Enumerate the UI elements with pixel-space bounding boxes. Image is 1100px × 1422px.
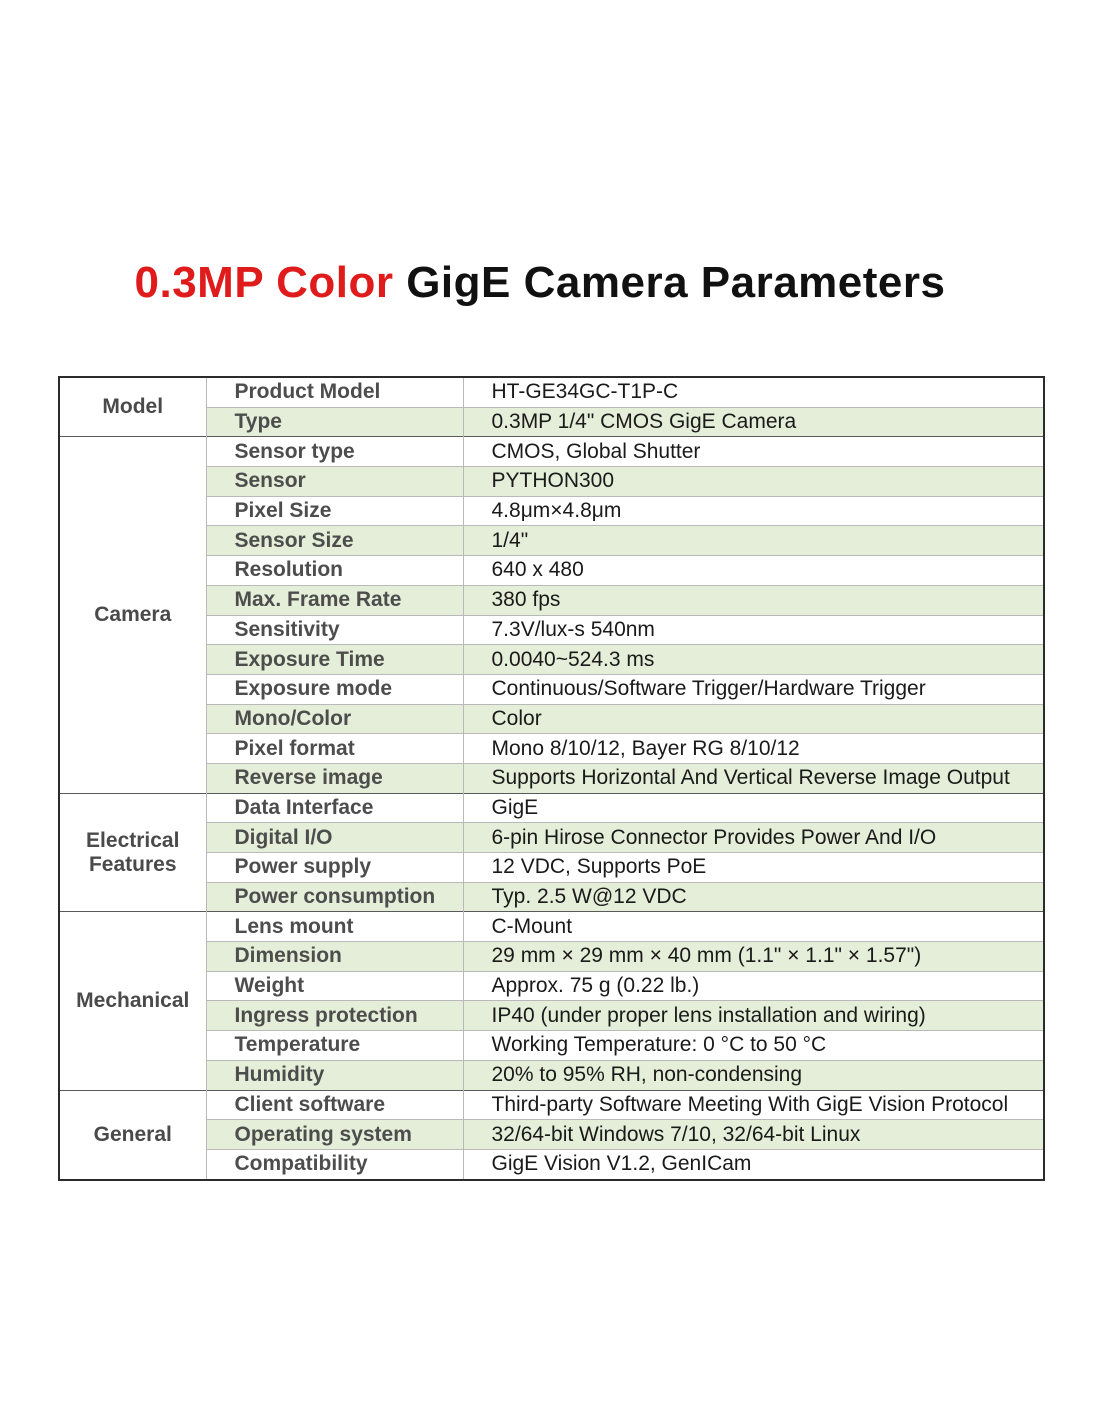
parameter-value: C-Mount bbox=[463, 912, 1044, 942]
table-row bbox=[59, 1149, 1044, 1179]
parameter-value: Supports Horizontal And Vertical Reverse Image Output bbox=[463, 763, 1044, 793]
parameter-value: 29 mm × 29 mm × 40 mm (1.1" × 1.1" × 1.57") bbox=[463, 942, 1044, 972]
title-accent: 0.3MP Color bbox=[134, 258, 394, 307]
parameter-name: Humidity bbox=[206, 1060, 463, 1090]
table-row bbox=[59, 496, 1044, 526]
table-row bbox=[59, 853, 1044, 883]
parameter-value: 6-pin Hirose Connector Provides Power And I/O bbox=[463, 823, 1044, 853]
parameter-value: 0.0040~524.3 ms bbox=[463, 645, 1044, 675]
table-row bbox=[59, 645, 1044, 675]
parameter-value: 4.8μm×4.8μm bbox=[463, 496, 1044, 526]
parameter-name: Temperature bbox=[206, 1031, 463, 1061]
parameter-value: 20% to 95% RH, non-condensing bbox=[463, 1060, 1044, 1090]
parameter-value: 0.3MP 1/4" CMOS GigE Camera bbox=[463, 407, 1044, 437]
table-row bbox=[59, 793, 1044, 823]
parameter-value: 7.3V/lux-s 540nm bbox=[463, 615, 1044, 645]
parameter-value: HT-GE34GC-T1P-C bbox=[463, 377, 1044, 407]
parameter-name: Sensor bbox=[206, 467, 463, 497]
table-row bbox=[59, 407, 1044, 437]
parameters-table-body bbox=[59, 377, 1044, 1180]
table-row bbox=[59, 526, 1044, 556]
table-row bbox=[59, 912, 1044, 942]
parameter-value: 640 x 480 bbox=[463, 556, 1044, 586]
group-label: Camera bbox=[59, 437, 206, 793]
table-row bbox=[59, 1001, 1044, 1031]
group-label: Electrical Features bbox=[59, 793, 206, 912]
parameter-name: Lens mount bbox=[206, 912, 463, 942]
title-rest: GigE Camera Parameters bbox=[393, 258, 946, 307]
page-title bbox=[0, 258, 1080, 308]
parameter-value: 32/64-bit Windows 7/10, 32/64-bit Linux bbox=[463, 1120, 1044, 1150]
parameter-name: Operating system bbox=[206, 1120, 463, 1150]
parameter-value: Third-party Software Meeting With GigE Vision Protocol bbox=[463, 1090, 1044, 1120]
table-row bbox=[59, 1090, 1044, 1120]
table-row bbox=[59, 1031, 1044, 1061]
parameter-value: 1/4" bbox=[463, 526, 1044, 556]
parameter-value: Approx. 75 g (0.22 lb.) bbox=[463, 971, 1044, 1001]
parameter-value: Mono 8/10/12, Bayer RG 8/10/12 bbox=[463, 734, 1044, 764]
parameter-name: Resolution bbox=[206, 556, 463, 586]
table-row bbox=[59, 823, 1044, 853]
table-row bbox=[59, 1060, 1044, 1090]
parameter-name: Mono/Color bbox=[206, 704, 463, 734]
group-label: Mechanical bbox=[59, 912, 206, 1090]
parameter-value: GigE Vision V1.2, GenICam bbox=[463, 1149, 1044, 1179]
parameter-value: Working Temperature: 0 °C to 50 °C bbox=[463, 1031, 1044, 1061]
parameter-name: Type bbox=[206, 407, 463, 437]
parameter-name: Weight bbox=[206, 971, 463, 1001]
table-row bbox=[59, 704, 1044, 734]
parameter-name: Sensor type bbox=[206, 437, 463, 467]
parameter-value: IP40 (under proper lens installation and wiring) bbox=[463, 1001, 1044, 1031]
table-row bbox=[59, 734, 1044, 764]
parameter-value: 12 VDC, Supports PoE bbox=[463, 853, 1044, 883]
table-row bbox=[59, 437, 1044, 467]
parameters-table bbox=[58, 376, 1045, 1181]
table-row bbox=[59, 942, 1044, 972]
table-row bbox=[59, 763, 1044, 793]
table-row bbox=[59, 1120, 1044, 1150]
parameter-name: Sensitivity bbox=[206, 615, 463, 645]
table-row bbox=[59, 615, 1044, 645]
group-label: Model bbox=[59, 377, 206, 437]
table-row bbox=[59, 556, 1044, 586]
table-row bbox=[59, 971, 1044, 1001]
table-row bbox=[59, 674, 1044, 704]
parameter-name: Compatibility bbox=[206, 1149, 463, 1179]
parameter-value: GigE bbox=[463, 793, 1044, 823]
table-row bbox=[59, 882, 1044, 912]
parameter-name: Exposure mode bbox=[206, 674, 463, 704]
parameter-name: Pixel format bbox=[206, 734, 463, 764]
table-row bbox=[59, 377, 1044, 407]
parameter-name: Max. Frame Rate bbox=[206, 585, 463, 615]
parameter-value: CMOS, Global Shutter bbox=[463, 437, 1044, 467]
table-row bbox=[59, 467, 1044, 497]
parameter-value: 380 fps bbox=[463, 585, 1044, 615]
parameter-name: Sensor Size bbox=[206, 526, 463, 556]
parameter-name: Reverse image bbox=[206, 763, 463, 793]
parameter-name: Data Interface bbox=[206, 793, 463, 823]
parameter-value: Color bbox=[463, 704, 1044, 734]
parameter-name: Power supply bbox=[206, 853, 463, 883]
parameter-name: Power consumption bbox=[206, 882, 463, 912]
group-label: General bbox=[59, 1090, 206, 1180]
parameter-value: Continuous/Software Trigger/Hardware Trigger bbox=[463, 674, 1044, 704]
parameter-name: Exposure Time bbox=[206, 645, 463, 675]
parameter-value: Typ. 2.5 W@12 VDC bbox=[463, 882, 1044, 912]
parameter-name: Pixel Size bbox=[206, 496, 463, 526]
table-row bbox=[59, 585, 1044, 615]
parameter-name: Ingress protection bbox=[206, 1001, 463, 1031]
parameter-name: Digital I/O bbox=[206, 823, 463, 853]
parameter-name: Product Model bbox=[206, 377, 463, 407]
parameter-value: PYTHON300 bbox=[463, 467, 1044, 497]
parameter-name: Dimension bbox=[206, 942, 463, 972]
parameter-name: Client software bbox=[206, 1090, 463, 1120]
